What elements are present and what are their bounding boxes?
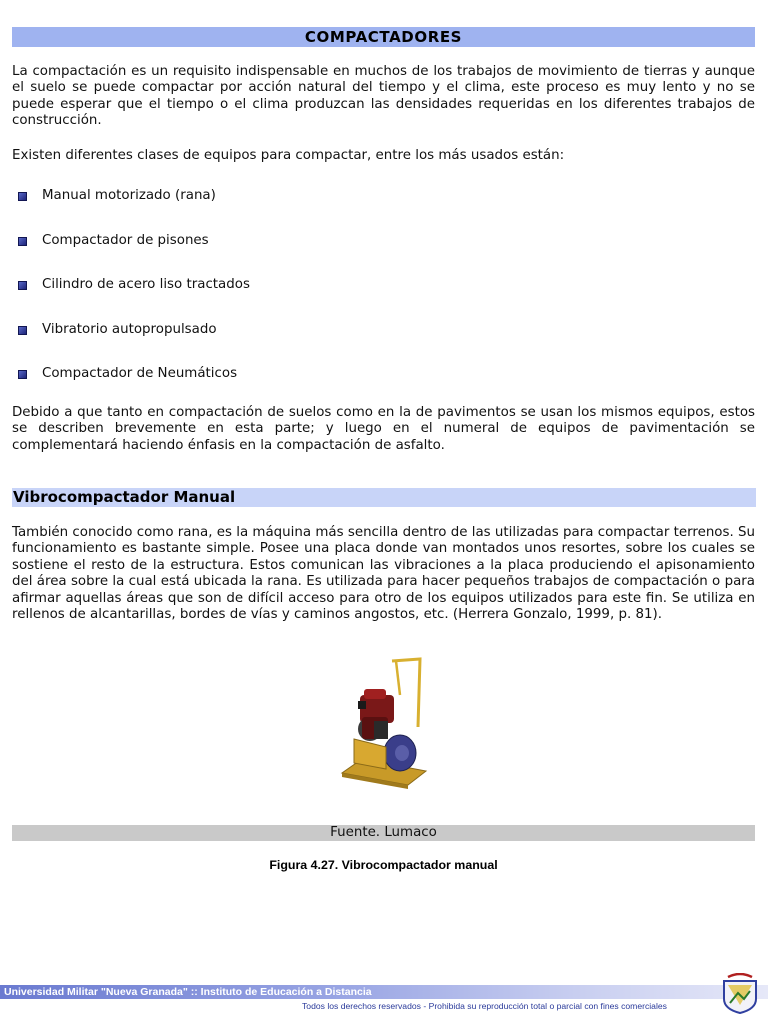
intro-paragraph: La compactación es un requisito indispensable en muchos de los trabajos de movimiento de tierras y aunque el suelo se puede compactar por acción natural del tiempo y el clima, este proceso es muy lento y no se puede esperar que el tiempo o el clima produzcan las densidades requeridas en los diferentes trabajos de construcción. bbox=[12, 64, 755, 129]
list-item bbox=[18, 184, 718, 229]
closing-paragraph: Debido a que tanto en compactación de suelos como en la de pavimentos se usan los mismos equipos, estos se describen brevemente en esta parte; y luego en el numeral de equipos de pavimentación se complementará haciendo énfasis en la compactación de asfalto. bbox=[12, 405, 755, 453]
list-item-label: Vibratorio autopropulsado bbox=[42, 321, 217, 337]
square-bullet-icon bbox=[18, 370, 27, 379]
figure-source: Fuente. Lumaco bbox=[12, 825, 755, 841]
list-item bbox=[18, 362, 718, 407]
types-intro: Existen diferentes clases de equipos para compactar, entre los más usados están: bbox=[12, 148, 565, 163]
square-bullet-icon bbox=[18, 281, 27, 290]
list-item bbox=[18, 273, 718, 318]
list-item bbox=[18, 229, 718, 274]
university-crest-logo bbox=[718, 973, 762, 1015]
footer-rights: Todos los derechos reservados - Prohibida su reproducción total o parcial con fines comerciales bbox=[302, 1001, 667, 1011]
section-title: Vibrocompactador Manual bbox=[12, 488, 756, 507]
figure-caption: Figura 4.27. Vibrocompactador manual bbox=[269, 858, 498, 872]
square-bullet-icon bbox=[18, 192, 27, 201]
square-bullet-icon bbox=[18, 326, 27, 335]
section-paragraph: También conocido como rana, es la máquina más sencilla dentro de las utilizadas para compactar terrenos. Su funcionamiento es bastante simple. Posee una placa donde van montados unos resortes, sobre los cuales se sostiene el resto de la estructura. Estos comunican las vibraciones a la placa produciendo el apisonamiento del área sobre la cual está ubicada la rana. Es utilizada para hacer pequeños trabajos de compactación o para afirmar aquellas áreas que son de difícil acceso para otro de los equipos utilizados para este fin. Se utiliza en rellenos de alcantarillas, bordes de vías y caminos angostos, etc. (Herrera Gonzalo, 1999, p. 81). bbox=[12, 525, 755, 623]
square-bullet-icon bbox=[18, 237, 27, 246]
list-item bbox=[18, 318, 718, 363]
list-item-label: Compactador de pisones bbox=[42, 232, 209, 248]
list-item-label: Cilindro de acero liso tractados bbox=[42, 277, 250, 292]
equipment-list bbox=[18, 184, 718, 407]
list-item-label: Manual motorizado (rana) bbox=[42, 188, 216, 203]
page-title: COMPACTADORES bbox=[12, 27, 755, 47]
footer-institution: Universidad Militar "Nueva Granada" :: Instituto de Educación a Distancia bbox=[4, 986, 372, 998]
list-item-label: Compactador de Neumáticos bbox=[42, 366, 238, 381]
vibrocompactor-photo bbox=[336, 655, 430, 791]
